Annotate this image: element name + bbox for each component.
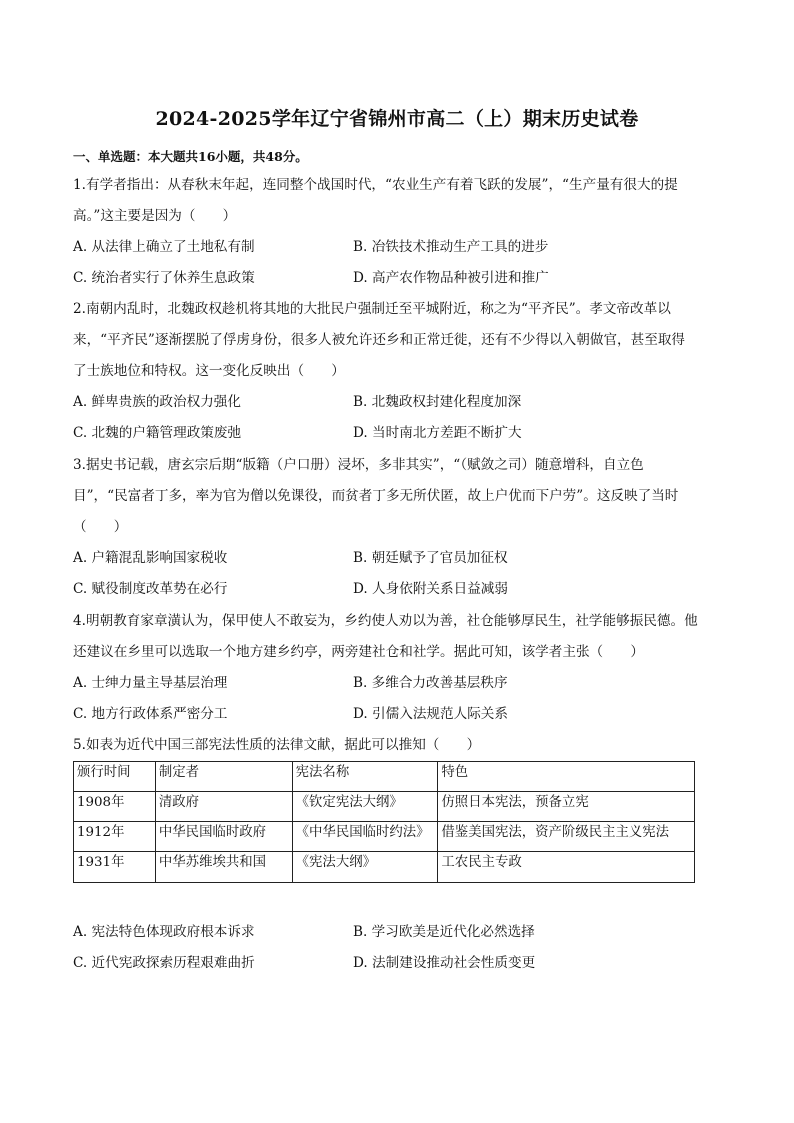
question-line: （ ） [73,519,128,535]
table-cell: 1908年 [74,792,156,822]
table-cell: 1931年 [74,852,156,883]
option-c[interactable]: C. 近代宪政探索历程艰难曲折 [73,955,255,971]
question-5-options [73,917,723,979]
table-header-cell: 颁行时间 [74,762,156,792]
table-cell: 清政府 [155,792,292,822]
question-4-options [73,668,723,730]
page-title: 2024-2025学年辽宁省锦州市高二（上）期末历史试卷 [155,108,639,130]
section-heading: 一、单选题：本大题共16小题，共48分。 [73,149,308,164]
option-c[interactable]: C. 赋役制度改革势在必行 [73,581,228,597]
option-a[interactable]: A. 宪法特色体现政府根本诉求 [73,924,255,940]
table-row [74,792,695,822]
option-b[interactable]: B. 朝廷赋予了官员加征权 [353,550,508,566]
table-cell: 1912年 [74,822,156,852]
question-line: 3.据史书记载，唐玄宗后期“版籍（户口册）浸坏，多非其实”，“（赋敛之司）随意增科，自立色 [73,457,644,473]
question-line: 5.如表为近代中国三部宪法性质的法律文献，据此可以推知（ ） [73,737,481,753]
question-line: 还建议在乡里可以选取一个地方建乡约亭，两旁建社仓和社学。据此可知，该学者主张（ ） [73,644,644,660]
option-d[interactable]: D. 法制建设推动社会性质变更 [353,955,536,971]
option-c[interactable]: C. 北魏的户籍管理政策废弛 [73,425,242,441]
table-header-cell: 特色 [438,762,695,792]
table-cell: 《钦定宪法大纲》 [292,792,438,822]
question-1-options [73,232,723,294]
question-line: 来，“平齐民”逐渐摆脱了俘虏身份，很多人被允许还乡和正常迁徙，还有不少得以入朝做官，甚至取得 [73,332,686,348]
table-cell: 《宪法大纲》 [292,852,438,883]
question-4-stem [73,606,723,668]
option-a[interactable]: A. 户籍混乱影响国家税收 [73,550,228,566]
option-b[interactable]: B. 学习欧美是近代化必然选择 [353,924,535,940]
table-cell: 中华苏维埃共和国 [155,852,292,883]
table-header-cell: 制定者 [155,762,292,792]
option-d[interactable]: D. 引儒入法规范人际关系 [353,706,508,722]
question-3-options [73,543,723,605]
question-1-stem [73,170,723,232]
table-row [74,852,695,883]
option-b[interactable]: B. 北魏政权封建化程度加深 [353,394,522,410]
option-d[interactable]: D. 高产农作物品种被引进和推广 [353,270,549,286]
option-d[interactable]: D. 人身依附关系日益减弱 [353,581,508,597]
option-b[interactable]: B. 多维合力改善基层秩序 [353,675,508,691]
option-c[interactable]: C. 地方行政体系严密分工 [73,706,228,722]
table-cell: 仿照日本宪法，预备立宪 [438,792,695,822]
option-c[interactable]: C. 统治者实行了休养生息政策 [73,270,255,286]
option-d[interactable]: D. 当时南北方差距不断扩大 [353,425,522,441]
question-3-stem [73,450,723,543]
question-line: 2.南朝内乱时，北魏政权趁机将其地的大批民户强制迁至平城附近，称之为“平齐民”。孝文帝改革以 [73,301,671,317]
question-line: 高。”这主要是因为（ ） [73,208,237,224]
table-header-row [74,762,695,792]
option-a[interactable]: A. 士绅力量主导基层治理 [73,675,228,691]
question-line: 1.有学者指出：从春秋末年起，连同整个战国时代，“农业生产有着飞跃的发展”，“生产量有很大的提 [73,177,678,193]
table-cell: 借鉴美国宪法，资产阶级民主主义宪法 [438,822,695,852]
question-line: 4.明朝教育家章潢认为，保甲使人不敢妄为，乡约使人劝以为善，社仓能够厚民生，社学能够振民德。他 [73,613,698,629]
question-line: 目”，“民富者丁多，率为官为僧以免课役，而贫者丁多无所伏匿，故上户优而下户劳”。这反映了当时 [73,488,679,504]
table-cell: 工农民主专政 [438,852,695,883]
table-cell: 中华民国临时政府 [155,822,292,852]
table-row [74,822,695,852]
question-2-stem [73,294,723,387]
option-b[interactable]: B. 冶铁技术推动生产工具的进步 [353,239,549,255]
question-line: 了士族地位和特权。这一变化反映出（ ） [73,363,345,379]
option-a[interactable]: A. 从法律上确立了土地私有制 [73,239,255,255]
constitution-table [73,761,695,883]
option-a[interactable]: A. 鲜卑贵族的政治权力强化 [73,394,241,410]
table-cell: 《中华民国临时约法》 [292,822,438,852]
question-5-stem [73,730,723,761]
table-header-cell: 宪法名称 [292,762,438,792]
question-2-options [73,387,723,449]
